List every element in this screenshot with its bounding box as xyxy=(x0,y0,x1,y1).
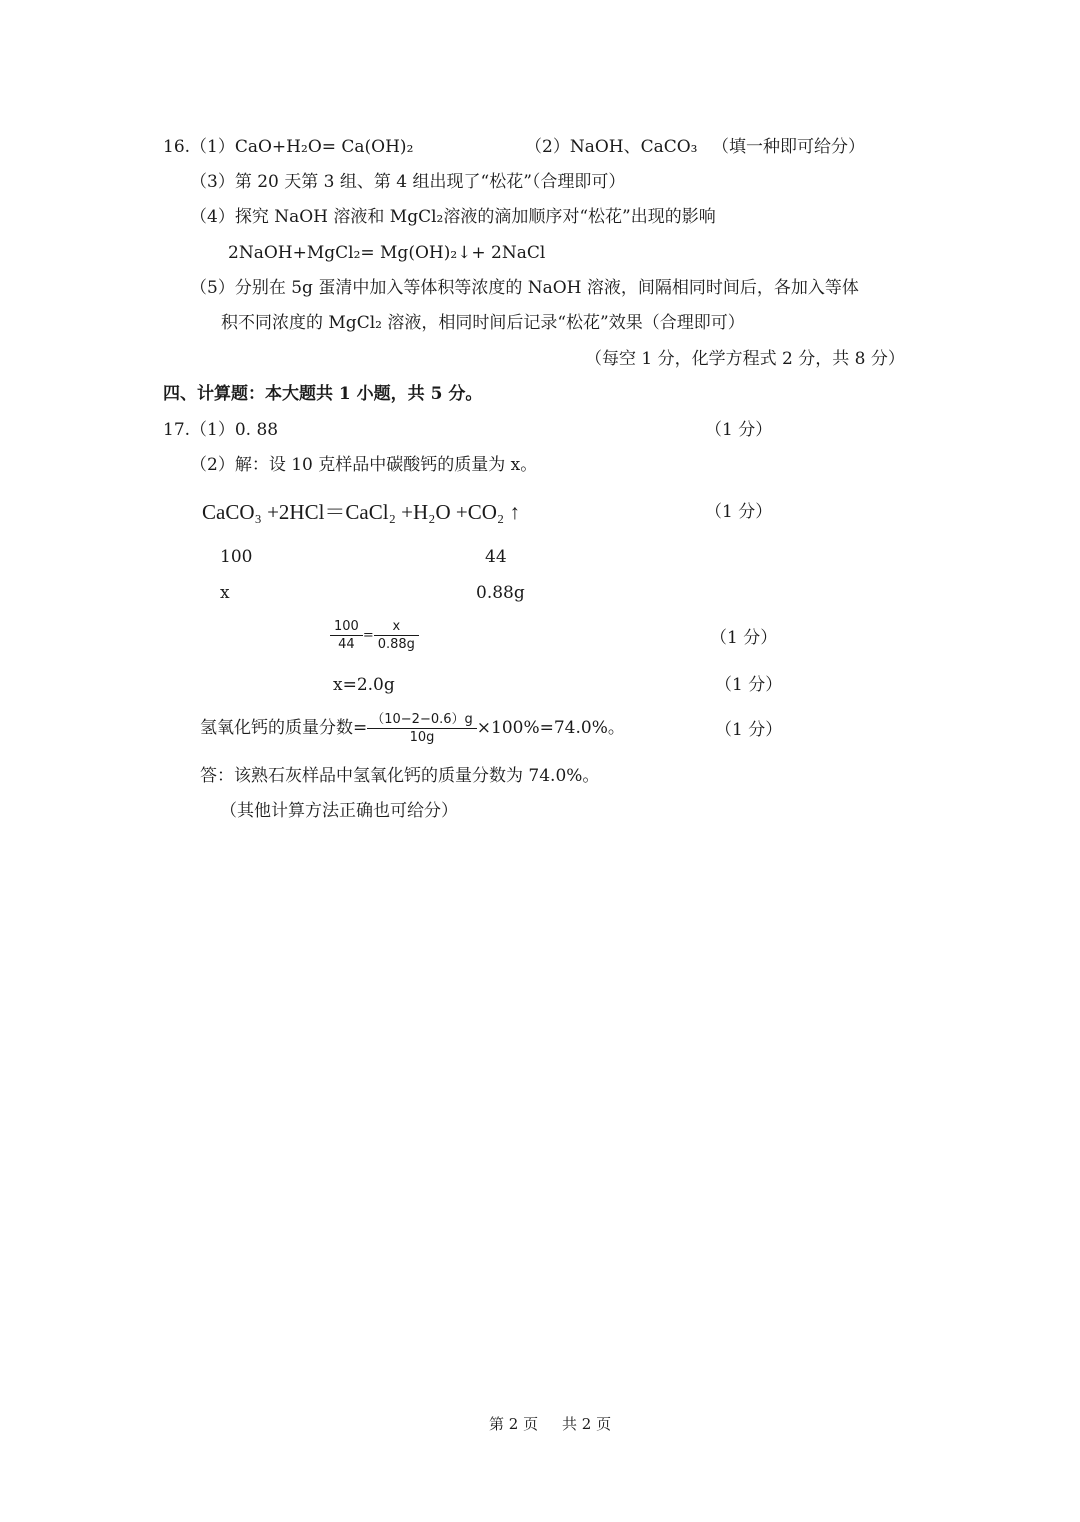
footer-page-number: 第 2 页 xyxy=(489,1415,539,1433)
ratio-equals: = xyxy=(362,628,374,643)
mass-fraction-denominator: 10g xyxy=(409,730,435,745)
q17-answer: 答：该熟石灰样品中氢氧化钙的质量分数为 74.0%。 xyxy=(200,766,600,786)
mass-fraction-tail: ×100%=74.0%。 xyxy=(476,718,625,738)
q16-line2: （3）第 20 天第 3 组、第 4 组出现了“松花”（合理即可） xyxy=(190,172,626,192)
q16-line1-mid: （2）NaOH、CaCO₃ xyxy=(525,137,698,157)
q17-molar-mass-co2: 44 xyxy=(485,547,507,567)
q17-unknown-x: x xyxy=(220,583,230,603)
q17-result: x=2.0g xyxy=(333,675,395,695)
mass-fraction-fraction xyxy=(367,713,477,744)
ratio-right-numerator: x xyxy=(374,620,419,636)
q17-molar-mass-caco3: 100 xyxy=(220,547,253,567)
footer-total-pages: 共 2 页 xyxy=(562,1415,612,1433)
q16-line5: （5）分别在 5g 蛋清中加入等体积等浓度的 NaOH 溶液，间隔相同时间后，各加入等体 xyxy=(190,278,859,298)
ratio-left-numerator: 100 xyxy=(330,620,363,636)
ratio-right-denominator: 0.88g xyxy=(377,637,415,652)
ratio-left-fraction xyxy=(330,620,363,651)
ratio-right-fraction xyxy=(374,620,419,651)
q16-line6: 积不同浓度的 MgCl₂ 溶液，相同时间后记录“松花”效果（合理即可） xyxy=(221,313,745,333)
q16-line1-right: （填一种即可给分） xyxy=(712,137,865,157)
q17-part1: 17.（1）0. 88 xyxy=(163,420,279,440)
q16-line1-left: 16.（1）CaO+H₂O= Ca(OH)₂ xyxy=(163,137,414,157)
q17-reaction-equation: CaCO₃ +2HCl＝CaCl₂ +H₂O +CO₂ ↑ xyxy=(202,500,520,524)
q17-ratio-score: （1 分） xyxy=(710,628,778,648)
q16-score-note: （每空 1 分，化学方程式 2 分，共 8 分） xyxy=(585,349,905,369)
mass-fraction-label: 氢氧化钙的质量分数= xyxy=(200,718,368,738)
q17-ratio-equation xyxy=(330,620,419,651)
q16-line3: （4）探究 NaOH 溶液和 MgCl₂溶液的滴加顺序对“松花”出现的影响 xyxy=(190,207,716,227)
q17-known-co2-mass: 0.88g xyxy=(476,583,525,603)
q17-part1-score: （1 分） xyxy=(705,420,773,440)
q17-note: （其他计算方法正确也可给分） xyxy=(220,801,458,821)
q17-result-score: （1 分） xyxy=(715,675,783,695)
q17-mass-fraction-line xyxy=(200,713,625,744)
q17-part2-setup: （2）解：设 10 克样品中碳酸钙的质量为 x。 xyxy=(190,455,538,475)
q16-line4-equation: 2NaOH+MgCl₂= Mg(OH)₂↓+ 2NaCl xyxy=(228,243,546,263)
mass-fraction-numerator: （10−2−0.6）g xyxy=(367,713,477,729)
q17-fraction-score: （1 分） xyxy=(715,720,783,740)
q17-equation-score: （1 分） xyxy=(705,502,773,522)
ratio-left-denominator: 44 xyxy=(338,637,355,652)
section4-title: 四、计算题：本大题共 1 小题，共 5 分。 xyxy=(163,384,483,404)
